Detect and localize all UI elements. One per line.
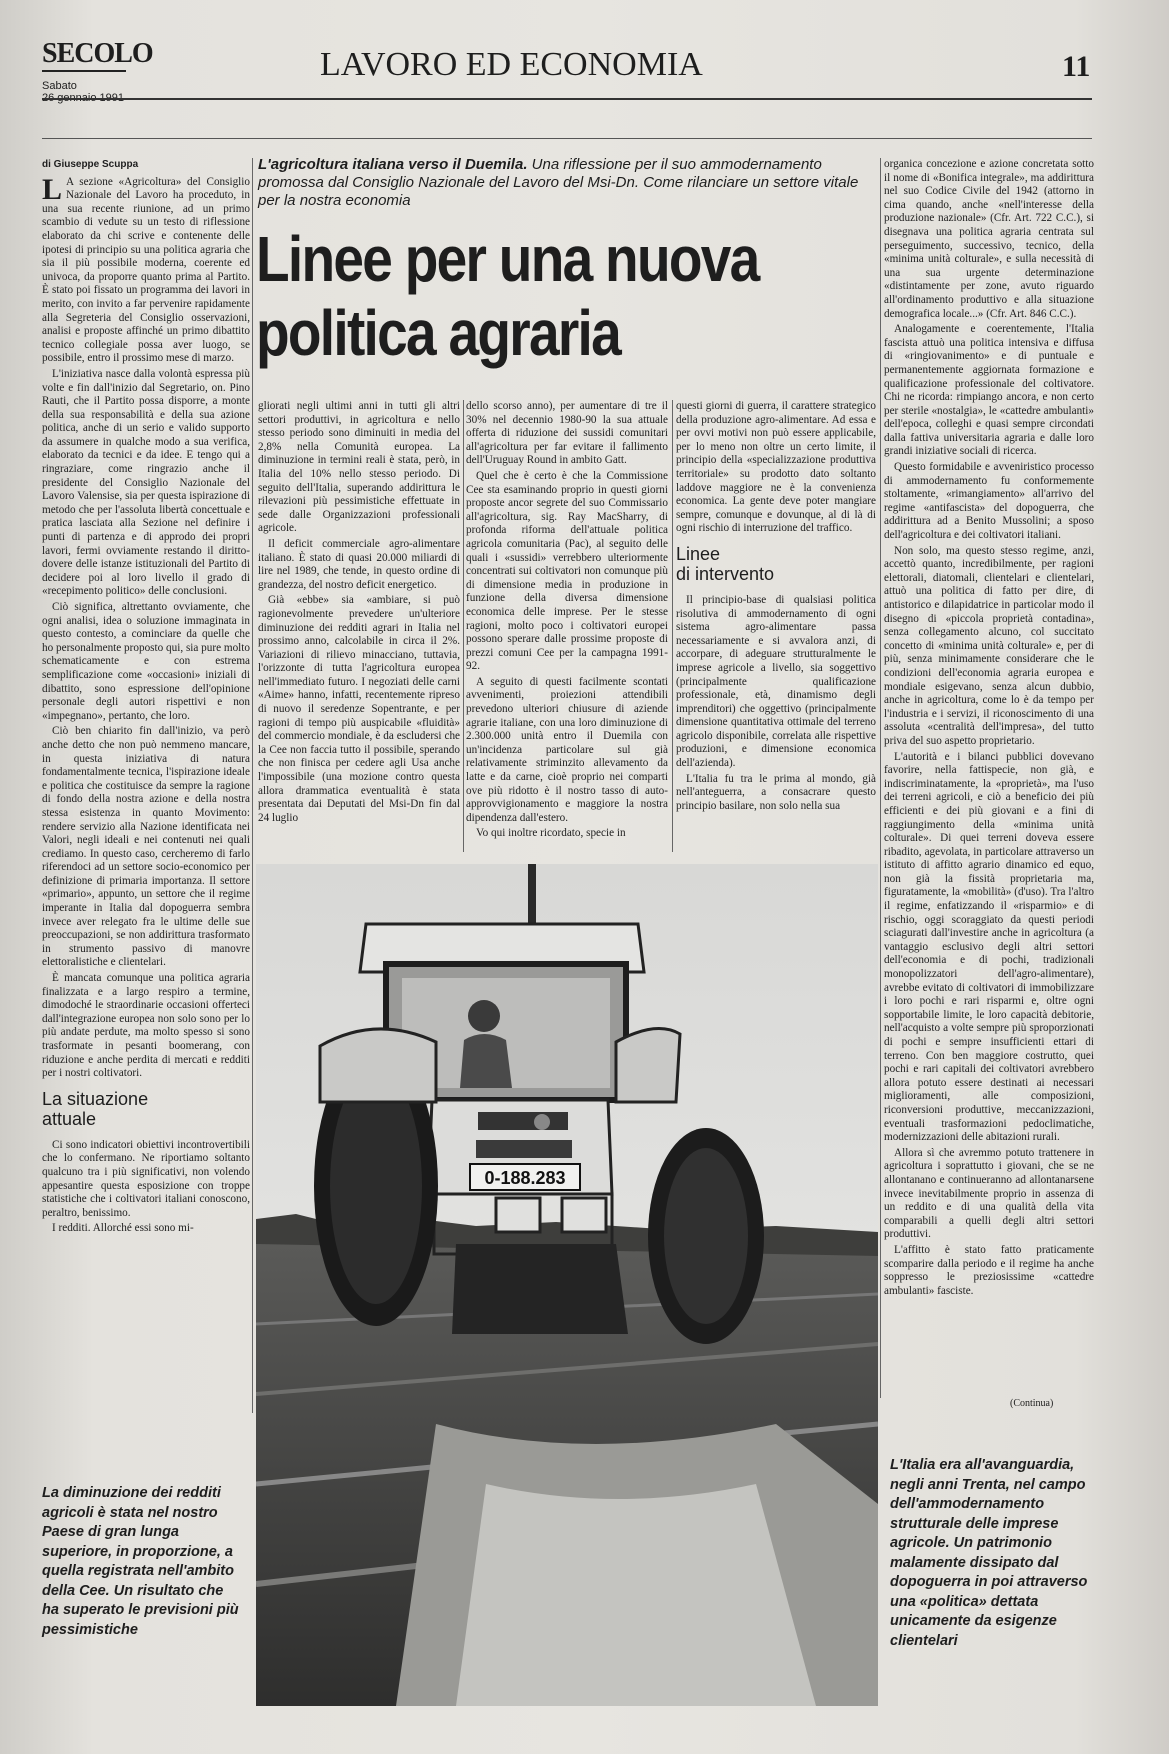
paragraph: A seguito di questi facilmente scontati avvenimenti, proiezioni attendibili prevedono ulteriori chiusure di aziende agrarie italiane, con una loro diminuzione di 2.300.000 unità entro il Duemila con un'incidenza particolare sul già relativamente striminzito allevamento da latte e da carne, cioè proprio nei comparti ove più ridotto è il nostro tasso di auto-approvvigionamento e maggiore la nostra dipendenza dall'estero. [466, 675, 668, 824]
pull-quote-right: L'Italia era all'avanguardia, negli anni Trenta, nel campo dell'ammodernamento strutturale delle imprese agricole. Un patrimonio malamente dissipato dal dopoguerra in poi attraverso una «politica» dettata unicamente da esigenze clientelari [890, 1457, 1088, 1649]
tractor-photo [256, 864, 878, 1706]
paragraph: Questo formidabile e avveniristico processo di ammodernamento fu conformemente stoltamente, «rimangiamento» all'arrivo del regime «antifascista» del dopoguerra, che addirittura ad a Benito Mussolini; a sposo dell'agricoltura e dei coltivatori italiani. [884, 461, 1094, 542]
column-rule [880, 158, 881, 1398]
newspaper-logo: SECOLO [42, 38, 153, 69]
issue-day: Sabato [42, 80, 77, 92]
byline: di Giuseppe Scuppa [42, 159, 139, 170]
column-3 [466, 400, 668, 852]
paragraph: Ciò significa, altrettanto ovviamente, che ogni analisi, idea o soluzione immaginata in questo contesto, a cominciare da quelle che ho personalmente proposto qui, sia pure molto schematicamente e con estrema semplificazione come «occasioni» iniziali di dibattito, sono espressione dell'opinione personale degli autori rispettivi e non «impegnano», pertanto, che loro. [42, 601, 250, 722]
paragraph: L'affitto è stato fatto praticamente scomparire dalla periodo e il regime ha anche soppresso le preziosissime «cattedre ambulanti» fasciste. [884, 1243, 1094, 1297]
headline-line-1: Linee per una nuova [256, 223, 759, 295]
paragraph [42, 172, 250, 366]
paragraph: Il principio-base di qualsiasi politica risolutiva di ammodernamento di ogni sistema agro-alimentare passa necessariamente e si avvalora anzi, di accorpare, di adeguare strutturalmente le imprese agricole a livello, sia soggettivo (principalmente qualificazione professionale, età, dinamismo degli imprenditori) che oggettivo (principalmente dimensione quantitativa ottimale del terreno agricolo disponibile, correlata alle rispettive produzioni, e dimensione economica dell'azienda). [676, 593, 876, 770]
column-rule [252, 158, 253, 1413]
paragraph: Il deficit commerciale agro-alimentare italiano. È stato di quasi 20.000 miliardi di lire nel 1989, che tende, in questo ordine di grandezza, del nostro deficit energetico. [258, 537, 460, 591]
paragraph: Non solo, ma questo stesso regime, anzi, accettò quanto, incredibilmente, per ragioni elettorali, diatomali, clientelari e clientelari, attuò una politica di fatto per dire, di antistorico e dilapidatrice in particolar modo il disegno di «piccola proprietà contadina», senza collegamento alcuno, col succitato concetto di «minima unità colturale» e, per di più, senza minimamente considerare che le condizioni dell'economia agraria europea e mondiale esigevano, senza alcun dubbio, anche in agricoltura, come lo è da tempo per l'industria e i servizi, il riconoscimento di una assoluta «centralità dell'impresa», del tutto priva del suo aspetto proprietario. [884, 544, 1094, 747]
paragraph: questi giorni di guerra, il carattere strategico della produzione agro-alimentare. Ad essa e per ovvi motivi non può essere applicabile, per lo meno non oltre un certo limite, il principio della «specializzazione produttiva territoriale» su prodotto dato soltanto laddove maggiore ne è la convenienza economica. La gente deve poter mangiare sempre, comunque e dovunque, al di là di ogni rischio di interruzione del traffico. [676, 400, 876, 535]
paragraph: L'autorità e i bilanci pubblici dovevano favorire, nella fattispecie, non già, e indiscriminatamente, la «proprietà», ma l'uso dei terreni agricoli, e ciò a beneficio dei più efficienti e dei più giovani e a fini di raggiungimento della «minima unità colturale». Di quei terreni doveva essere ribadito, agevolata, in particolare attraverso un istituto di affitto agrario dinamico ed equo, non già la fissità proprietaria ma, figuratamente, la «mobilità» (d'uso). Tra l'altro il regime, enfatizzando il «risparmio» e di rischio, oggi scoraggiato da questi periodi sciagurati dall'investire anche in agricoltura (a vantaggio esclusivo degli altri settori dell'economia e di pochi, tradizionali monopolizzatori dell'agro-alimentare), avrebbe evitato di coltivatori di immobilizzare i loro pochi e rari risparmi e, oltre ogni sopportabile limite, le loro capacità debitorie, nell'acquisto a volte sempre più sproporzionati di pochi e sempre insufficienti ettari di terreno. Con ben maggiore costrutto, quei pochi e rari capitali dei coltivatori avrebbero allora potuto essere destinati ai necessari miglioramenti, alle composizioni, riconversioni produttive, meccanizzazioni, eventuali trasformazioni pedoclimatiche, modernizzazioni delle abitazioni rurali. [884, 750, 1094, 1144]
masthead [42, 38, 153, 104]
tractor-illustration [256, 864, 878, 1706]
subheading-intervento [676, 544, 876, 584]
column-5 [884, 158, 1094, 1398]
logo-underline [42, 70, 126, 76]
column-4 [676, 400, 876, 852]
subheading-situazione [42, 1089, 250, 1129]
kicker-lead: L'agricoltura italiana verso il Duemila. [258, 156, 528, 173]
paragraph: Ciò ben chiarito fin dall'inizio, va però anche detto che non può nemmeno mancare, in questa iniziativa di natura fondamentalmente tecnica, l'ispirazione ideale e politica che costituisce da sempre la ragione di fondo della nostra azione e della nostra stessa esistenza in quanto Movimento: rendere servizio alla Nazione identificata nei Valori, negli ideali e nei contenuti nei quali crediamo. In questo caso, cercheremo di farlo riferendoci ad un settore socio-economico per definizione di primaria importanza. Il settore «primario», appunto, un settore che il regime imperante in Italia dal dopoguerra sembra invece aver relegato fra le ultime delle sue preoccupazioni, se non addirittura trasformato in strumento passivo di manovre elettoralistiche e clientelari. [42, 725, 250, 969]
issue-date [42, 80, 153, 104]
issue-full-date: 26 gennaio 1991 [42, 92, 124, 104]
article-signoff: (Continua) [1010, 1398, 1054, 1409]
paragraph: Analogamente e coerentemente, l'Italia fascista attuò una politica intensiva e diffusa di «ringiovanimento» e di puntuale e permanentemente aggiornata formazione e qualificazione professionale del coltivatore. Chi ne ricorda: rimpiango ancora, e non certo per sterile «nostalgia», le «cattedre ambulanti» dell'epoca, colleghi e quasi sempre circondati dalla fattiva universitaria agraria e dalle loro grandi iniziative sociali di ricerca. [884, 323, 1094, 458]
paragraph: Vo qui inoltre ricordato, specie in [476, 827, 626, 840]
paragraph: Allora sì che avremmo potuto trattenere in agricoltura i soprattutto i giovani, che se ne allontanano e continueranno ad allontanarsene invece inevitabilmente proprio in assenza di un reddito e di una qualità della vita comparabili a quelli degli altri settori produttivi. [884, 1146, 1094, 1241]
column-rule [463, 400, 464, 852]
paragraph: Quel che è certo è che la Commissione Cee sta esaminando proprio in questi giorni proposte ancor segrete del suo Commissario all'agricoltura, sig. Ray MacSharry, di profonda riforma dell'attuale politica agricola comunitaria (Pac), al seguito delle quali i «sussidi» verrebbero ulteriormente concentrati sui coltivatori non comunque più di dimensione media in produzione in funzione della diversa dimensione economica delle imprese. Per le stesse ragioni, molto poco i coltivatori europei possono sperare dalle prossime proposte di prezzi comuni Cee per la campagna 1991-92. [466, 469, 668, 673]
drop-cap: L [42, 172, 63, 206]
column-1 [42, 158, 250, 1413]
header-rule [42, 98, 1092, 100]
headline-line-2: politica agraria [256, 297, 621, 369]
page-number: 11 [1062, 50, 1091, 83]
paragraph-text: A sezione «Agricoltura» del Consiglio Nazionale del Lavoro ha proceduto, in una sua recente riunione, ad un primo scambio di vedute su un testo di riflessione elaborato da chi scrive e contenente delle ipotesi di principio su una politica agraria che sia il più possibile moderna, coerente ed univoca, da proporre quanto prima al Partito. È stato poi fissato un programma dei lavori in merito, con invito a far pervenire rapidamente alla Segreteria del Consiglio osservazioni, analisi e proposte affinché un primo dibattito tecnico collegiale possa aver luogo, se possibile, entro il prossimo mese di marzo. [42, 175, 250, 365]
paragraph: gliorati negli ultimi anni in tutti gli altri settori produttivi, in agricoltura e nello stesso periodo sono diminuiti in media del 2,8% nella Comunità europea. La diminuzione in termini reali è stata, però, in Italia del 10% nello stesso periodo. Di seguito dell'Italia, superando addirittura le rilevazioni più pessimistiche effettuate in sede dalle Organizzazioni professionali agricole. [258, 400, 460, 535]
column-rule [672, 400, 673, 852]
section-title: LAVORO ED ECONOMIA [320, 46, 703, 83]
kicker-text: Una riflessione per il suo ammodernamento promossa dal Consiglio Nazionale del Lavoro del Msi-Dn. Come rilanciare un settore vitale per la nostra economia [258, 156, 859, 209]
subheading-line-1: La situazione [42, 1088, 149, 1109]
paragraph: organica concezione e azione concretata sotto il nome di «Bonifica integrale», ma addirittura nel suo Codice Civile del 1942 (attorno in cima quando, anche «nell'interesse della produzione nazionale» (Cfr. Art. 722 C.C.), si disegnava una politica agraria centrata sul perseguimento, successivo, tecnico, della «minima unità colturale», e sulla necessità di una sua urgente determinazione «distintamente per zone, avuto riguardo all'ordinamento produttivo e alla situazione demografica locale...» (Cfr. Art. 846 C.C.). [884, 158, 1094, 320]
subheading-line-2: attuale [42, 1108, 97, 1129]
paragraph: È mancata comunque una politica agraria finalizzata e a largo respiro a termine, dimodoché le straordinarie occasioni offerteci dall'integrazione europea non solo sono per lo più andate perdute, ma molto spesso si sono trasformate in pesanti boomerang, con riduzione e anche perdita di mercati e redditi per i nostri coltivatori. [42, 972, 250, 1080]
paragraph: Già «ebbe» sia «ambiare, si può ragionevolmente prevedere un'ulteriore diminuzione dei redditi agrari in Italia nel prossimo anno, calcolabile in circa il 2%. Variazioni di rilievo minacciano, tuttavia, l'orizzonte di tutta l'agricoltura europea nell'immediato futuro. I negoziati delle carni «Aime» hanno, infatti, recentemente ripreso di nuovo il seredenze Sopentrante, e per ragioni di tempo più auspicabile «fluidità» del commercio mondiale, è da escludersi che la Cee non faccia tutto il possibile, sperando che non finisca per cedere agli Usa anche l'impossibile (una mozione contro questa allora drammatica eventualità è stata presentata dai Deputati del Msi-Dn fin dal 24 luglio [258, 594, 460, 824]
paragraph: L'iniziativa nasce dalla volontà espressa più volte e fin dall'inizio dal Segretario, on. Pino Rauti, che il Partito possa disporre, a monte della sua responsabilità e della sua azione politica, anche di un serio e valido supporto da assumere in qualche modo a sua verifica, elaborato da tecnici e da idee. E tengo qui a ringraziare, come ringrazio anche il presidente del Consiglio Nazionale del Lavoro Valensise, sia per questa ispirazione di metodo che per l'assoluta libertà concettuale e pratica lasciata alla Sezione nel definire i punti di partenza e di approdo dei propri lavori, fermi ovviamente restando il diritto-dovere delle istanze istituzionali del Partito di decidere poi al loro livello il grado di «recepimento politico» delle conclusioni. [42, 367, 250, 598]
frame-rule [42, 138, 1092, 139]
paragraph: Ci sono indicatori obiettivi incontrovertibili che lo confermano. Ne riportiamo soltanto qualcuno tra i più significativi, non volendo appesantire questa esposizione con troppe statistiche che i coltivatori italiani conoscono, peraltro, benissimo. [42, 1138, 250, 1219]
column-2 [258, 400, 460, 852]
pull-quote-left: La diminuzione dei redditi agricoli è stata nel nostro Paese di gran lunga superiore, in proporzione, a quella registrata nell'ambito della Cee. Un risultato che ha superato le previsioni più pessimistiche [42, 1485, 239, 1638]
paragraph: dello scorso anno), per aumentare di tre il 30% nel decennio 1980-90 la sua attuale offerta di riduzione dei sussidi comunitari all'agricoltura per far evitare il fallimento dell'Uruguay Round in ambito Gatt. [466, 400, 668, 467]
tractor-plate: 0-188.283 [484, 1168, 566, 1188]
article-kicker [258, 156, 878, 210]
paragraph: L'Italia fu tra le prima al mondo, già nell'anteguerra, a consacrare questo principio basilare, non solo nella sua [676, 772, 876, 812]
subheading-line-2: di intervento [676, 563, 775, 584]
article-headline [256, 222, 806, 370]
subheading-line-1: Linee [676, 543, 721, 564]
paragraph: I redditi. Allorché essi sono mi- [52, 1222, 194, 1235]
